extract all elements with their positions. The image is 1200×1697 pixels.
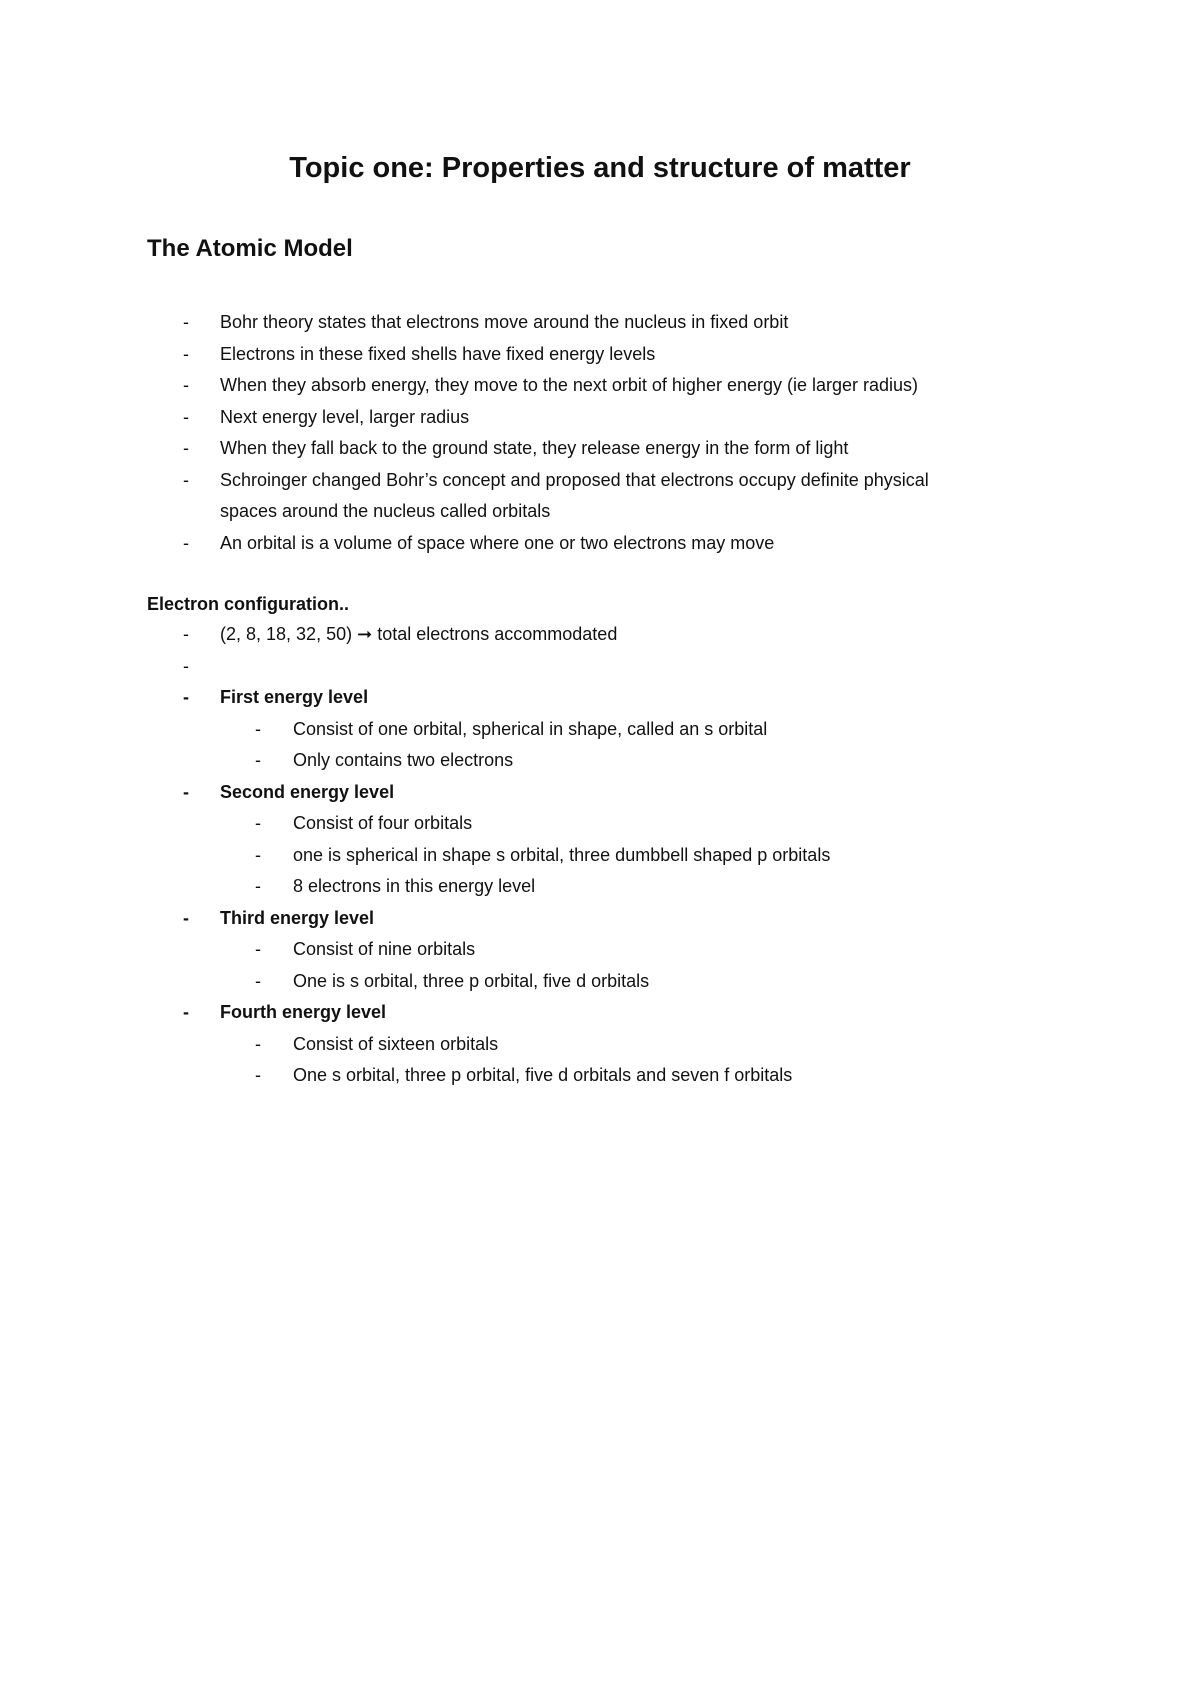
bullet-dash: -: [183, 375, 189, 395]
sub-list-item: [147, 1060, 1107, 1092]
sub-list: [147, 1029, 1107, 1092]
sub-list-item: [147, 745, 1107, 777]
section-heading-atomic-model: The Atomic Model: [147, 235, 353, 262]
list-item-text: Next energy level, larger radius: [220, 406, 470, 427]
sub-list-item: [147, 714, 1107, 746]
energy-level-label: Third energy level: [220, 907, 375, 928]
sub-list-item-text: Consist of nine orbitals: [293, 939, 476, 959]
sub-list-item-text: Only contains two electrons: [293, 750, 514, 770]
sub-list-item-text: Consist of four orbitals: [293, 813, 473, 833]
sub-list-container: [147, 808, 1107, 903]
sub-list-item-text: Consist of sixteen orbitals: [293, 1033, 499, 1054]
sub-list-item: [147, 934, 1107, 966]
list-item-text: Electrons in these fixed shells have fixed energy levels: [220, 343, 656, 364]
list-item-text: An orbital is a volume of space where one or two electrons may move: [220, 532, 775, 553]
list-item: [147, 307, 1107, 339]
energy-level-label: Second energy level: [220, 781, 395, 802]
bullet-dash: -: [255, 813, 261, 833]
shell-capacity-sequence: (2, 8, 18, 32, 50): [220, 624, 353, 644]
list-item: [147, 465, 1107, 528]
list-item: [147, 528, 1107, 560]
sub-list-item-text: One is s orbital, three p orbital, five d orbitals: [293, 970, 650, 991]
bullet-dash: -: [183, 343, 189, 364]
bullet-dash: -: [183, 781, 189, 802]
sub-list: [147, 714, 1107, 777]
list-item: [147, 370, 1107, 402]
bullet-dash: -: [183, 1002, 189, 1022]
energy-level-label: Fourth energy level: [220, 1002, 387, 1022]
sub-list-container: [147, 714, 1107, 777]
list-item-text: Bohr theory states that electrons move around the nucleus in fixed orbit: [220, 312, 789, 332]
sub-list-item-text: one is spherical in shape s orbital, three dumbbell shaped p orbitals: [293, 844, 831, 865]
sub-list-item-text: Consist of one orbital, spherical in shape, called an s orbital: [293, 718, 768, 739]
bullet-dash: -: [255, 1065, 261, 1085]
bullet-dash: -: [255, 750, 261, 770]
energy-level-label: First energy level: [220, 687, 369, 707]
list-item: [147, 402, 1107, 434]
energy-level-third: [147, 903, 1107, 935]
section-heading-electron-configuration: Electron configuration..: [147, 594, 350, 614]
bullet-dash: -: [183, 532, 189, 553]
sub-list-container: [147, 1029, 1107, 1092]
page-title: Topic one: Properties and structure of matter: [289, 152, 911, 184]
bullet-dash: -: [183, 655, 189, 676]
list-item-text: total electrons accommodated: [372, 624, 618, 644]
sub-list-item-text: One s orbital, three p orbital, five d orbitals and seven f orbitals: [293, 1065, 793, 1085]
bullet-dash: -: [183, 624, 189, 644]
sub-list: [147, 934, 1107, 997]
bullet-dash: -: [255, 718, 261, 739]
list-item-text: When they absorb energy, they move to the next orbit of higher energy (ie larger radius): [220, 375, 919, 395]
sub-list-item: [147, 871, 1107, 903]
list-item: [147, 339, 1107, 371]
list-item-text: Schroinger changed Bohr’s concept and proposed that electrons occupy definite physical: [220, 469, 929, 490]
bullet-dash: -: [255, 1033, 261, 1054]
sub-list: [147, 808, 1107, 903]
list-item-empty: [147, 651, 1107, 683]
bullet-dash: -: [183, 438, 189, 458]
energy-level-fourth: [147, 997, 1107, 1029]
sub-list-item: [147, 840, 1107, 872]
bullet-dash: -: [183, 469, 189, 490]
bullet-dash: -: [255, 844, 261, 865]
list-item-text: When they fall back to the ground state, they release energy in the form of light: [220, 438, 849, 458]
sub-list-item: [147, 966, 1107, 998]
list-item: [147, 619, 1107, 651]
bullet-dash: -: [255, 876, 261, 896]
energy-level-first: [147, 682, 1107, 714]
bullet-dash: -: [183, 406, 189, 427]
bullet-dash: -: [183, 907, 189, 928]
sub-list-item: [147, 808, 1107, 840]
list-item-text-continued: spaces around the nucleus called orbitals: [220, 501, 551, 521]
list-item: [147, 433, 1107, 465]
arrow-right-icon: ➞: [357, 624, 373, 645]
sub-list-item-text: 8 electrons in this energy level: [293, 876, 536, 896]
sub-list-container: [147, 934, 1107, 997]
energy-level-second: [147, 777, 1107, 809]
sub-list-item: [147, 1029, 1107, 1061]
bullet-dash: -: [183, 312, 189, 332]
bullet-dash: -: [255, 970, 261, 991]
bullet-dash: -: [255, 939, 261, 959]
electron-configuration-list: [147, 619, 1107, 1092]
bullet-dash: -: [183, 687, 189, 707]
atomic-model-list: [147, 307, 1107, 559]
